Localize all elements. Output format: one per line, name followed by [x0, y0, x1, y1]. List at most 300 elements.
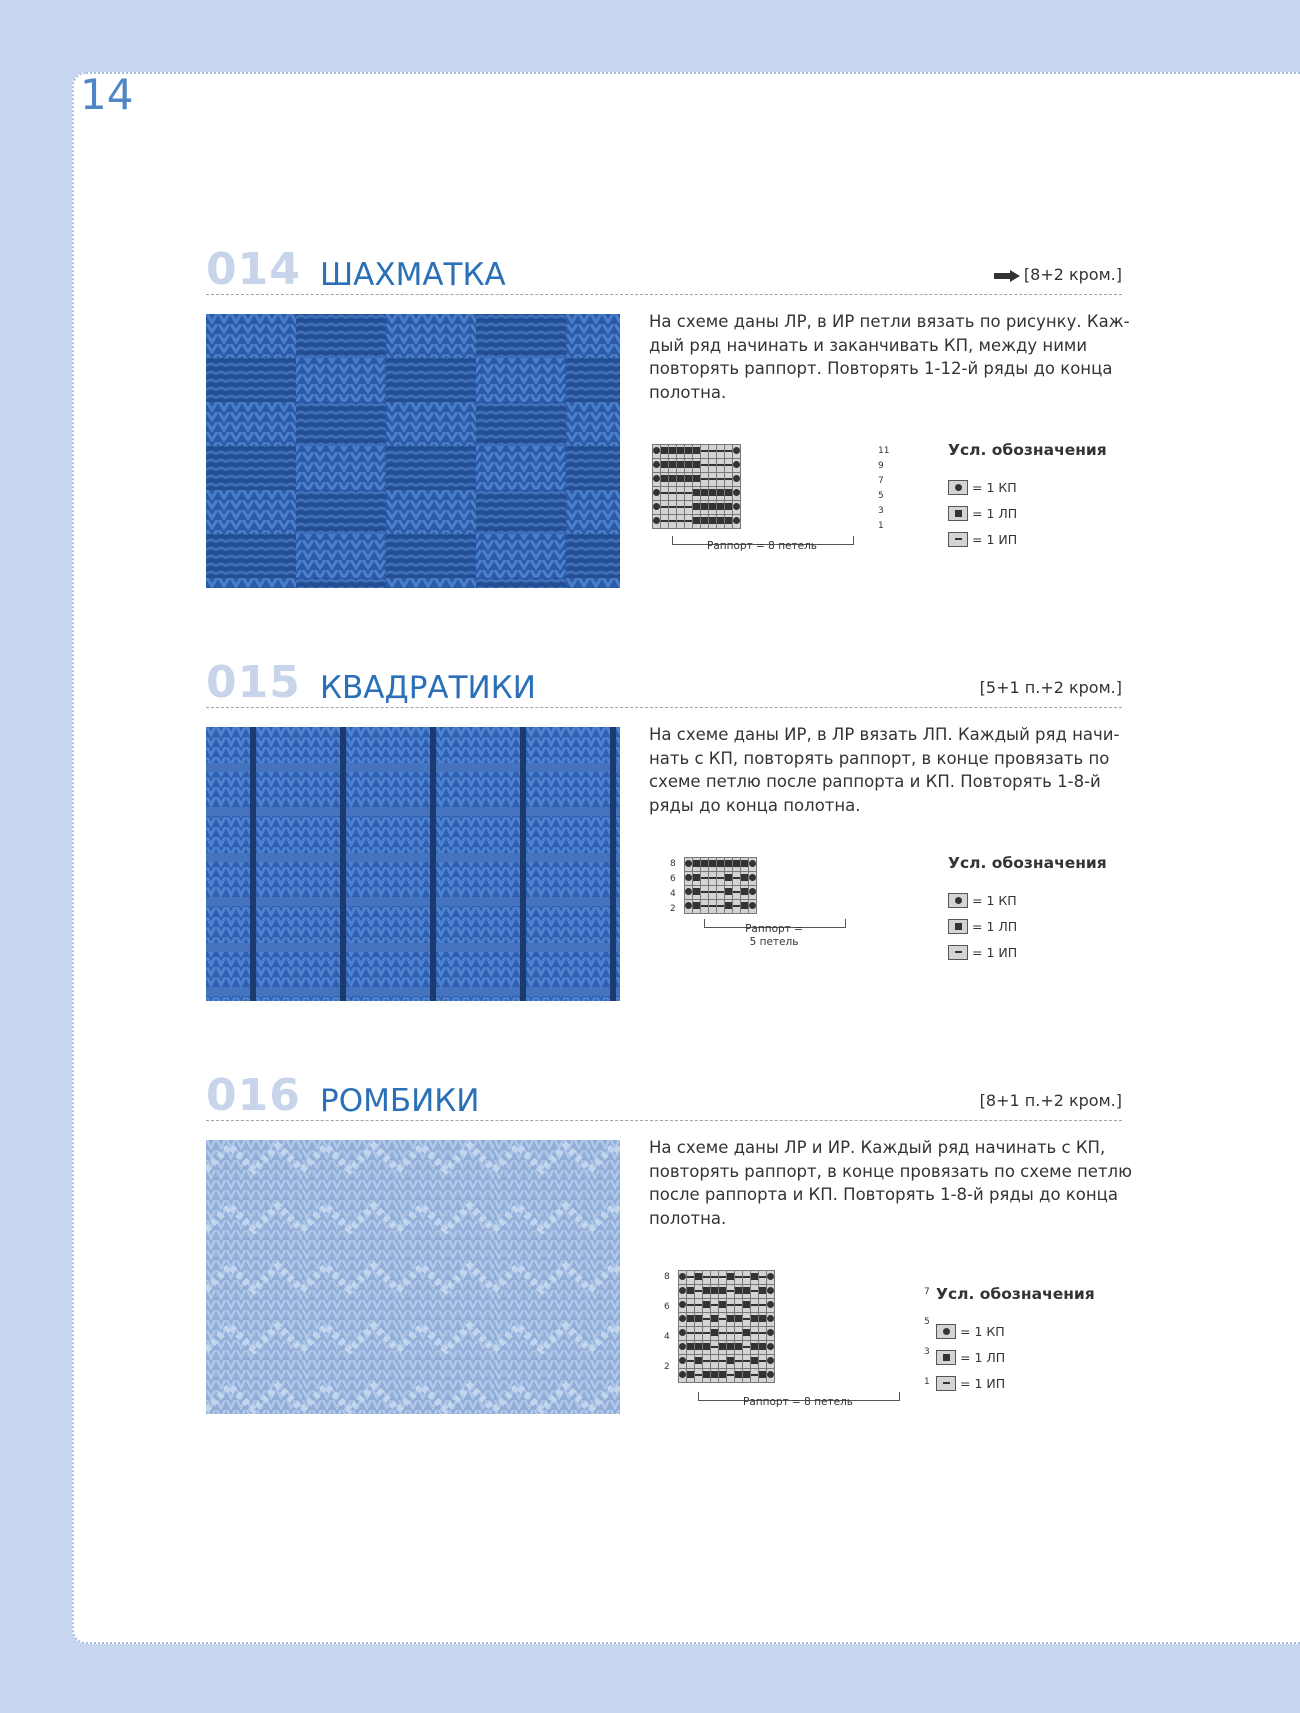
- square-symbol: [725, 503, 732, 510]
- chart-cell: [725, 459, 733, 473]
- chart-cell: [717, 459, 725, 473]
- chart-row: [679, 1327, 775, 1341]
- chart-grid: [652, 444, 741, 529]
- legend-title: Усл. обозначения: [948, 854, 1107, 872]
- legend-label: = 1 КП: [960, 1323, 1005, 1339]
- description-line: На схеме даны ИР, в ЛР вязать ЛП. Каждый ряд начи-: [649, 725, 1120, 744]
- square-symbol: [693, 489, 700, 496]
- chart-cell: [653, 473, 661, 487]
- knit-photo: [206, 727, 620, 1001]
- chart-grid: [684, 857, 757, 914]
- chart-cell: [727, 1271, 735, 1285]
- chart-cell: [701, 858, 709, 872]
- rapport-label: Раппорт = 5 петель: [745, 923, 803, 948]
- square-symbol: [727, 1315, 734, 1322]
- chart-cell: [733, 515, 741, 529]
- chart-cell: [677, 515, 685, 529]
- stitch-count: [8+1 п.+2 кром.]: [979, 1091, 1122, 1110]
- chart-cell: [725, 487, 733, 501]
- square-symbol: [727, 1273, 734, 1280]
- dot-symbol: [955, 484, 962, 491]
- chart-row: [685, 886, 757, 900]
- chart-cell: [701, 872, 709, 886]
- chart-cell: [719, 1271, 727, 1285]
- dash-symbol: [687, 1304, 694, 1306]
- chart-cell: [741, 900, 749, 914]
- chart-cell: [687, 1369, 695, 1383]
- square-symbol: [735, 1287, 742, 1294]
- chart-cell: [749, 886, 757, 900]
- dot-symbol: [685, 902, 692, 909]
- chart-row: [653, 501, 741, 515]
- dot-symbol: [767, 1343, 774, 1350]
- dash-symbol: [719, 1360, 726, 1362]
- chart-cell: [669, 515, 677, 529]
- dot-symbol: [943, 1328, 950, 1335]
- chart-cell: [717, 886, 725, 900]
- square-symbol: [693, 447, 700, 454]
- chart-cell: [741, 858, 749, 872]
- dash-symbol: [703, 1332, 710, 1334]
- chart-cell: [759, 1341, 767, 1355]
- chart-cell: [759, 1285, 767, 1299]
- chart-cell: [719, 1313, 727, 1327]
- square-symbol: [711, 1329, 718, 1336]
- chart-cell: [701, 501, 709, 515]
- square-symbol: [751, 1357, 758, 1364]
- dash-symbol: [701, 478, 708, 480]
- chart-cell: [751, 1285, 759, 1299]
- chart-row: [653, 515, 741, 529]
- chart-cell: [661, 487, 669, 501]
- chart-cell: [709, 858, 717, 872]
- dot-symbol: [733, 503, 740, 510]
- dash-symbol: [701, 891, 708, 893]
- dot-symbol: [685, 888, 692, 895]
- chart-cell: [759, 1355, 767, 1369]
- square-symbol: [661, 447, 668, 454]
- square-symbol: [701, 517, 708, 524]
- dash-symbol: [677, 506, 684, 508]
- square-symbol: [661, 461, 668, 468]
- chart-cell: [735, 1299, 743, 1313]
- chart-cell: [725, 872, 733, 886]
- dot-symbol: [955, 897, 962, 904]
- chart-cell: [709, 515, 717, 529]
- dash-symbol: [661, 520, 668, 522]
- chart-cell: [693, 858, 701, 872]
- square-symbol: [709, 517, 716, 524]
- dash-symbol: [687, 1332, 694, 1334]
- chart-cell: [725, 473, 733, 487]
- square-symbol: [725, 902, 732, 909]
- square-symbol: [711, 1371, 718, 1378]
- chart-cell: [727, 1369, 735, 1383]
- row-number: 8: [664, 1272, 670, 1282]
- chart-cell: [733, 872, 741, 886]
- legend-symbol: [948, 532, 968, 547]
- legend-item: [948, 500, 1107, 526]
- dash-symbol: [727, 1304, 734, 1306]
- legend-label: = 1 ЛП: [960, 1349, 1006, 1365]
- square-symbol: [693, 503, 700, 510]
- legend-item: [936, 1370, 1095, 1396]
- chart-cell: [711, 1271, 719, 1285]
- dash-symbol: [719, 1318, 726, 1320]
- chart-cell: [677, 445, 685, 459]
- chart-cell: [717, 445, 725, 459]
- chart-cell: [701, 459, 709, 473]
- dot-symbol: [767, 1287, 774, 1294]
- chart-cell: [741, 872, 749, 886]
- dash-symbol: [687, 1360, 694, 1362]
- square-symbol: [693, 461, 700, 468]
- square-symbol: [943, 1354, 950, 1361]
- chart-cell: [711, 1285, 719, 1299]
- chart-cell: [735, 1355, 743, 1369]
- chart-cell: [719, 1355, 727, 1369]
- dot-symbol: [733, 475, 740, 482]
- chart-cell: [703, 1313, 711, 1327]
- chart-cell: [709, 445, 717, 459]
- square-symbol: [685, 461, 692, 468]
- square-symbol: [711, 1287, 718, 1294]
- chart-cell: [733, 886, 741, 900]
- chart-cell: [743, 1313, 751, 1327]
- square-symbol: [701, 860, 708, 867]
- dash-symbol: [759, 1360, 766, 1362]
- rapport-label: Раппорт = 8 петель: [707, 540, 817, 552]
- chart-cell: [693, 872, 701, 886]
- square-symbol: [725, 874, 732, 881]
- chart-row: [679, 1313, 775, 1327]
- chart-cell: [735, 1285, 743, 1299]
- dash-symbol: [669, 492, 676, 494]
- chart-cell: [679, 1299, 687, 1313]
- square-symbol: [661, 475, 668, 482]
- section-number: 016: [206, 1070, 301, 1121]
- chart-cell: [743, 1341, 751, 1355]
- chart-row: [685, 872, 757, 886]
- chart-cell: [693, 459, 701, 473]
- dash-symbol: [743, 1276, 750, 1278]
- description: [649, 310, 1130, 404]
- dash-symbol: [703, 1318, 710, 1320]
- row-number: 9: [878, 461, 884, 471]
- row-number: 7: [924, 1287, 930, 1297]
- chart-cell: [701, 515, 709, 529]
- legend-title: Усл. обозначения: [936, 1285, 1095, 1303]
- square-symbol: [695, 1357, 702, 1364]
- chart-cell: [733, 473, 741, 487]
- chart-cell: [735, 1271, 743, 1285]
- chart-cell: [719, 1299, 727, 1313]
- chart-cell: [749, 900, 757, 914]
- chart-cell: [695, 1313, 703, 1327]
- dash-symbol: [709, 905, 716, 907]
- dot-symbol: [685, 874, 692, 881]
- chart-cell: [717, 515, 725, 529]
- dash-symbol: [759, 1304, 766, 1306]
- chart-cell: [693, 487, 701, 501]
- dash-symbol: [725, 478, 732, 480]
- legend-item: [948, 939, 1107, 965]
- dot-symbol: [653, 503, 660, 510]
- legend: [948, 853, 1107, 965]
- chart-row: [679, 1271, 775, 1285]
- square-symbol: [703, 1371, 710, 1378]
- dot-symbol: [679, 1273, 686, 1280]
- square-symbol: [703, 1343, 710, 1350]
- square-symbol: [719, 1301, 726, 1308]
- chart-cell: [687, 1313, 695, 1327]
- chart-cell: [735, 1313, 743, 1327]
- dash-symbol: [733, 877, 740, 879]
- chart-cell: [711, 1355, 719, 1369]
- chart-cell: [653, 501, 661, 515]
- dash-symbol: [719, 1276, 726, 1278]
- square-symbol: [759, 1371, 766, 1378]
- square-symbol: [743, 1329, 750, 1336]
- chart-cell: [685, 473, 693, 487]
- square-symbol: [735, 1371, 742, 1378]
- square-symbol: [735, 1315, 742, 1322]
- row-number: 8: [670, 859, 676, 869]
- square-symbol: [725, 517, 732, 524]
- chart-cell: [767, 1285, 775, 1299]
- square-symbol: [743, 1371, 750, 1378]
- chart-cell: [767, 1355, 775, 1369]
- chart-cell: [725, 515, 733, 529]
- dot-symbol: [653, 461, 660, 468]
- row-number: 4: [670, 889, 676, 899]
- square-symbol: [687, 1343, 694, 1350]
- chart-cell: [703, 1271, 711, 1285]
- chart-cell: [717, 872, 725, 886]
- chart-cell: [709, 886, 717, 900]
- section-014: [206, 244, 1130, 608]
- dash-symbol: [677, 492, 684, 494]
- chart-cell: [677, 473, 685, 487]
- square-symbol: [693, 517, 700, 524]
- dash-symbol: [725, 450, 732, 452]
- square-symbol: [709, 860, 716, 867]
- square-symbol: [695, 1273, 702, 1280]
- dash-symbol: [711, 1304, 718, 1306]
- chart-cell: [735, 1341, 743, 1355]
- chart-cell: [727, 1285, 735, 1299]
- dot-symbol: [679, 1343, 686, 1350]
- chart-row: [679, 1355, 775, 1369]
- description-line: после раппорта и КП. Повторять 1-8-й ряды до конца: [649, 1185, 1118, 1204]
- chart-cell: [693, 473, 701, 487]
- square-symbol: [677, 447, 684, 454]
- dash-symbol: [725, 464, 732, 466]
- dot-symbol: [749, 888, 756, 895]
- chart-cell: [693, 515, 701, 529]
- dot-symbol: [679, 1301, 686, 1308]
- dash-symbol: [727, 1332, 734, 1334]
- legend-label: = 1 ЛП: [972, 918, 1018, 934]
- chart-cell: [735, 1327, 743, 1341]
- chart-cell: [725, 886, 733, 900]
- row-number: 6: [664, 1302, 670, 1312]
- dot-symbol: [749, 860, 756, 867]
- chart-cell: [669, 459, 677, 473]
- legend-symbol: [936, 1376, 956, 1391]
- chart-cell: [727, 1313, 735, 1327]
- square-symbol: [711, 1315, 718, 1322]
- chart-cell: [725, 501, 733, 515]
- chart-cell: [679, 1271, 687, 1285]
- section-016: [206, 1070, 1132, 1434]
- chart-cell: [687, 1355, 695, 1369]
- chart-cell: [703, 1327, 711, 1341]
- chart-cell: [751, 1271, 759, 1285]
- square-symbol: [693, 860, 700, 867]
- chart-cell: [693, 900, 701, 914]
- dot-symbol: [767, 1371, 774, 1378]
- chart-cell: [685, 872, 693, 886]
- chart-cell: [743, 1271, 751, 1285]
- legend: [948, 440, 1107, 552]
- row-number: 11: [878, 446, 890, 456]
- dash-symbol: [733, 891, 740, 893]
- dash-symbol: [669, 506, 676, 508]
- chart-cell: [759, 1299, 767, 1313]
- chart-cell: [679, 1369, 687, 1383]
- dash-symbol: [669, 520, 676, 522]
- chart-cell: [767, 1271, 775, 1285]
- square-symbol: [733, 860, 740, 867]
- dash-symbol: [695, 1304, 702, 1306]
- dash-symbol: [717, 450, 724, 452]
- chart-cell: [687, 1285, 695, 1299]
- dot-symbol: [653, 517, 660, 524]
- dash-symbol: [735, 1276, 742, 1278]
- legend-item: [948, 887, 1107, 913]
- description-line: повторять раппорт. Повторять 1-12-й ряды до конца: [649, 359, 1113, 378]
- chart-cell: [717, 900, 725, 914]
- row-number: 6: [670, 874, 676, 884]
- chart-cell: [719, 1341, 727, 1355]
- knit-photo: [206, 314, 620, 588]
- description-line: нать с КП, повторять раппорт, в конце провязать по: [649, 748, 1110, 768]
- square-symbol: [669, 475, 676, 482]
- chart-cell: [711, 1341, 719, 1355]
- chart-cell: [679, 1285, 687, 1299]
- chart-cell: [733, 858, 741, 872]
- dot-symbol: [749, 874, 756, 881]
- chart-cell: [695, 1369, 703, 1383]
- chart-cell: [743, 1285, 751, 1299]
- dot-symbol: [733, 461, 740, 468]
- chart-cell: [743, 1327, 751, 1341]
- square-symbol: [717, 517, 724, 524]
- chart-cell: [661, 515, 669, 529]
- legend-title: Усл. обозначения: [948, 441, 1107, 459]
- chart-cell: [709, 487, 717, 501]
- chart-cell: [701, 900, 709, 914]
- dash-symbol: [709, 891, 716, 893]
- chart-row: [679, 1285, 775, 1299]
- dash-symbol: [943, 1382, 950, 1384]
- page-number: 14: [80, 70, 134, 119]
- square-symbol: [677, 475, 684, 482]
- square-symbol: [677, 461, 684, 468]
- dot-symbol: [749, 902, 756, 909]
- chart-cell: [703, 1299, 711, 1313]
- square-symbol: [709, 503, 716, 510]
- dot-symbol: [767, 1301, 774, 1308]
- dash-symbol: [695, 1332, 702, 1334]
- section-title: РОМБИКИ: [320, 1083, 480, 1119]
- knit-photo: [206, 1140, 620, 1414]
- dash-symbol: [717, 877, 724, 879]
- chart-row: [685, 900, 757, 914]
- dash-symbol: [709, 877, 716, 879]
- square-symbol: [719, 1287, 726, 1294]
- chart-cell: [767, 1369, 775, 1383]
- chart-cell: [751, 1341, 759, 1355]
- dash-symbol: [661, 506, 668, 508]
- chart-cell: [749, 872, 757, 886]
- chart-cell: [709, 501, 717, 515]
- section-header: [206, 657, 1122, 708]
- square-symbol: [759, 1287, 766, 1294]
- dash-symbol: [661, 492, 668, 494]
- square-symbol: [717, 489, 724, 496]
- dash-symbol: [735, 1360, 742, 1362]
- chart-cell: [685, 858, 693, 872]
- square-symbol: [693, 888, 700, 895]
- dash-symbol: [709, 464, 716, 466]
- chart-cell: [717, 487, 725, 501]
- chart-cell: [733, 445, 741, 459]
- dash-symbol: [711, 1360, 718, 1362]
- square-symbol: [759, 1315, 766, 1322]
- dash-symbol: [711, 1346, 718, 1348]
- square-symbol: [751, 1343, 758, 1350]
- chart-cell: [719, 1327, 727, 1341]
- chart-cell: [717, 858, 725, 872]
- knit-photo-image: [206, 727, 620, 1001]
- chart-cell: [653, 487, 661, 501]
- chart-cell: [679, 1341, 687, 1355]
- description-line: схеме петлю после раппорта и КП. Повторять 1-8-й: [649, 772, 1101, 791]
- dash-symbol: [735, 1304, 742, 1306]
- section-header: [206, 1070, 1122, 1121]
- row-number: 4: [664, 1332, 670, 1342]
- chart-cell: [661, 501, 669, 515]
- dash-symbol: [709, 450, 716, 452]
- dash-symbol: [695, 1374, 702, 1376]
- legend-item: [948, 526, 1107, 552]
- dot-symbol: [653, 475, 660, 482]
- dash-symbol: [751, 1304, 758, 1306]
- row-number: 2: [670, 904, 676, 914]
- chart-cell: [693, 501, 701, 515]
- chart-cell: [695, 1299, 703, 1313]
- chart-cell: [703, 1285, 711, 1299]
- section-number: 015: [206, 657, 301, 708]
- chart-cell: [725, 445, 733, 459]
- square-symbol: [709, 489, 716, 496]
- chart-cell: [751, 1355, 759, 1369]
- legend-symbol: [936, 1350, 956, 1365]
- square-symbol: [725, 489, 732, 496]
- chart-cell: [703, 1341, 711, 1355]
